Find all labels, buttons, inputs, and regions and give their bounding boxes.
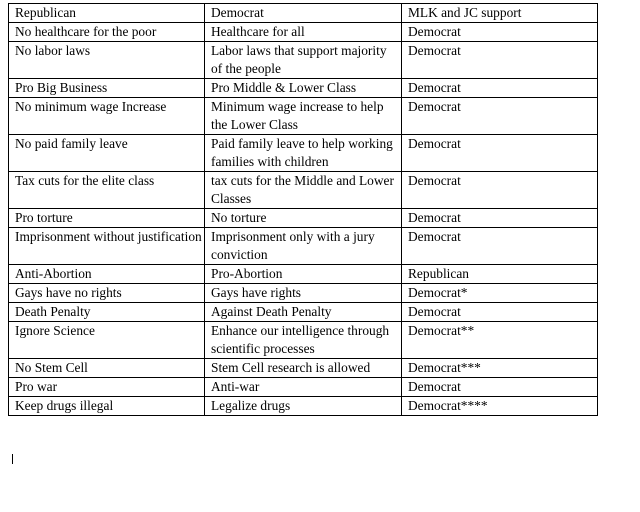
cell-support: Democrat [402, 228, 598, 265]
table-row [9, 265, 598, 284]
cell-support: Democrat**** [402, 397, 598, 416]
cell-support: Democrat [402, 23, 598, 42]
table-row [9, 79, 598, 98]
cell-republican: Keep drugs illegal [9, 397, 205, 416]
table-row [9, 42, 598, 79]
table-row [9, 172, 598, 209]
cell-republican: Death Penalty [9, 303, 205, 322]
cell-democrat: Against Death Penalty [205, 303, 402, 322]
cell-republican: No minimum wage Increase [9, 98, 205, 135]
cell-support: Democrat** [402, 322, 598, 359]
cell-democrat: Legalize drugs [205, 397, 402, 416]
table-row [9, 397, 598, 416]
table-row [9, 284, 598, 303]
header-republican: Republican [9, 4, 205, 23]
cell-democrat: Minimum wage increase to help the Lower Class [205, 98, 402, 135]
cell-support: Republican [402, 265, 598, 284]
cell-support: Democrat* [402, 284, 598, 303]
header-democrat: Democrat [205, 4, 402, 23]
cell-republican: No Stem Cell [9, 359, 205, 378]
comparison-table [8, 3, 598, 416]
cell-democrat: tax cuts for the Middle and Lower Classes [205, 172, 402, 209]
cell-support: Democrat [402, 98, 598, 135]
cell-support: Democrat [402, 172, 598, 209]
cell-democrat: Pro Middle & Lower Class [205, 79, 402, 98]
cell-democrat: Imprisonment only with a jury conviction [205, 228, 402, 265]
text-cursor [12, 454, 13, 464]
cell-republican: Ignore Science [9, 322, 205, 359]
table-row [9, 135, 598, 172]
header-support: MLK and JC support [402, 4, 598, 23]
cell-support: Democrat [402, 42, 598, 79]
cell-democrat: Paid family leave to help working families with children [205, 135, 402, 172]
cell-democrat: Pro-Abortion [205, 265, 402, 284]
cell-republican: No healthcare for the poor [9, 23, 205, 42]
cell-support: Democrat [402, 135, 598, 172]
cell-republican: Tax cuts for the elite class [9, 172, 205, 209]
table-row [9, 359, 598, 378]
cell-democrat: Stem Cell research is allowed [205, 359, 402, 378]
header-row [9, 4, 598, 23]
cell-republican: Imprisonment without justification [9, 228, 205, 265]
cell-democrat: Labor laws that support majority of the people [205, 42, 402, 79]
cell-republican: Gays have no rights [9, 284, 205, 303]
table-row [9, 98, 598, 135]
cell-democrat: Healthcare for all [205, 23, 402, 42]
cell-republican: Pro torture [9, 209, 205, 228]
cell-democrat: No torture [205, 209, 402, 228]
table-row [9, 322, 598, 359]
cell-republican: Pro war [9, 378, 205, 397]
table-row [9, 303, 598, 322]
table-row [9, 228, 598, 265]
cell-republican: Anti-Abortion [9, 265, 205, 284]
table-row [9, 209, 598, 228]
cell-support: Democrat [402, 209, 598, 228]
table-row [9, 378, 598, 397]
table-row [9, 23, 598, 42]
cell-republican: No paid family leave [9, 135, 205, 172]
cell-democrat: Enhance our intelligence through scientific processes [205, 322, 402, 359]
cell-support: Democrat [402, 378, 598, 397]
cell-support: Democrat [402, 303, 598, 322]
cell-support: Democrat*** [402, 359, 598, 378]
cell-republican: Pro Big Business [9, 79, 205, 98]
cell-support: Democrat [402, 79, 598, 98]
table-body [9, 4, 598, 416]
cell-democrat: Anti-war [205, 378, 402, 397]
cell-republican: No labor laws [9, 42, 205, 79]
cell-democrat: Gays have rights [205, 284, 402, 303]
